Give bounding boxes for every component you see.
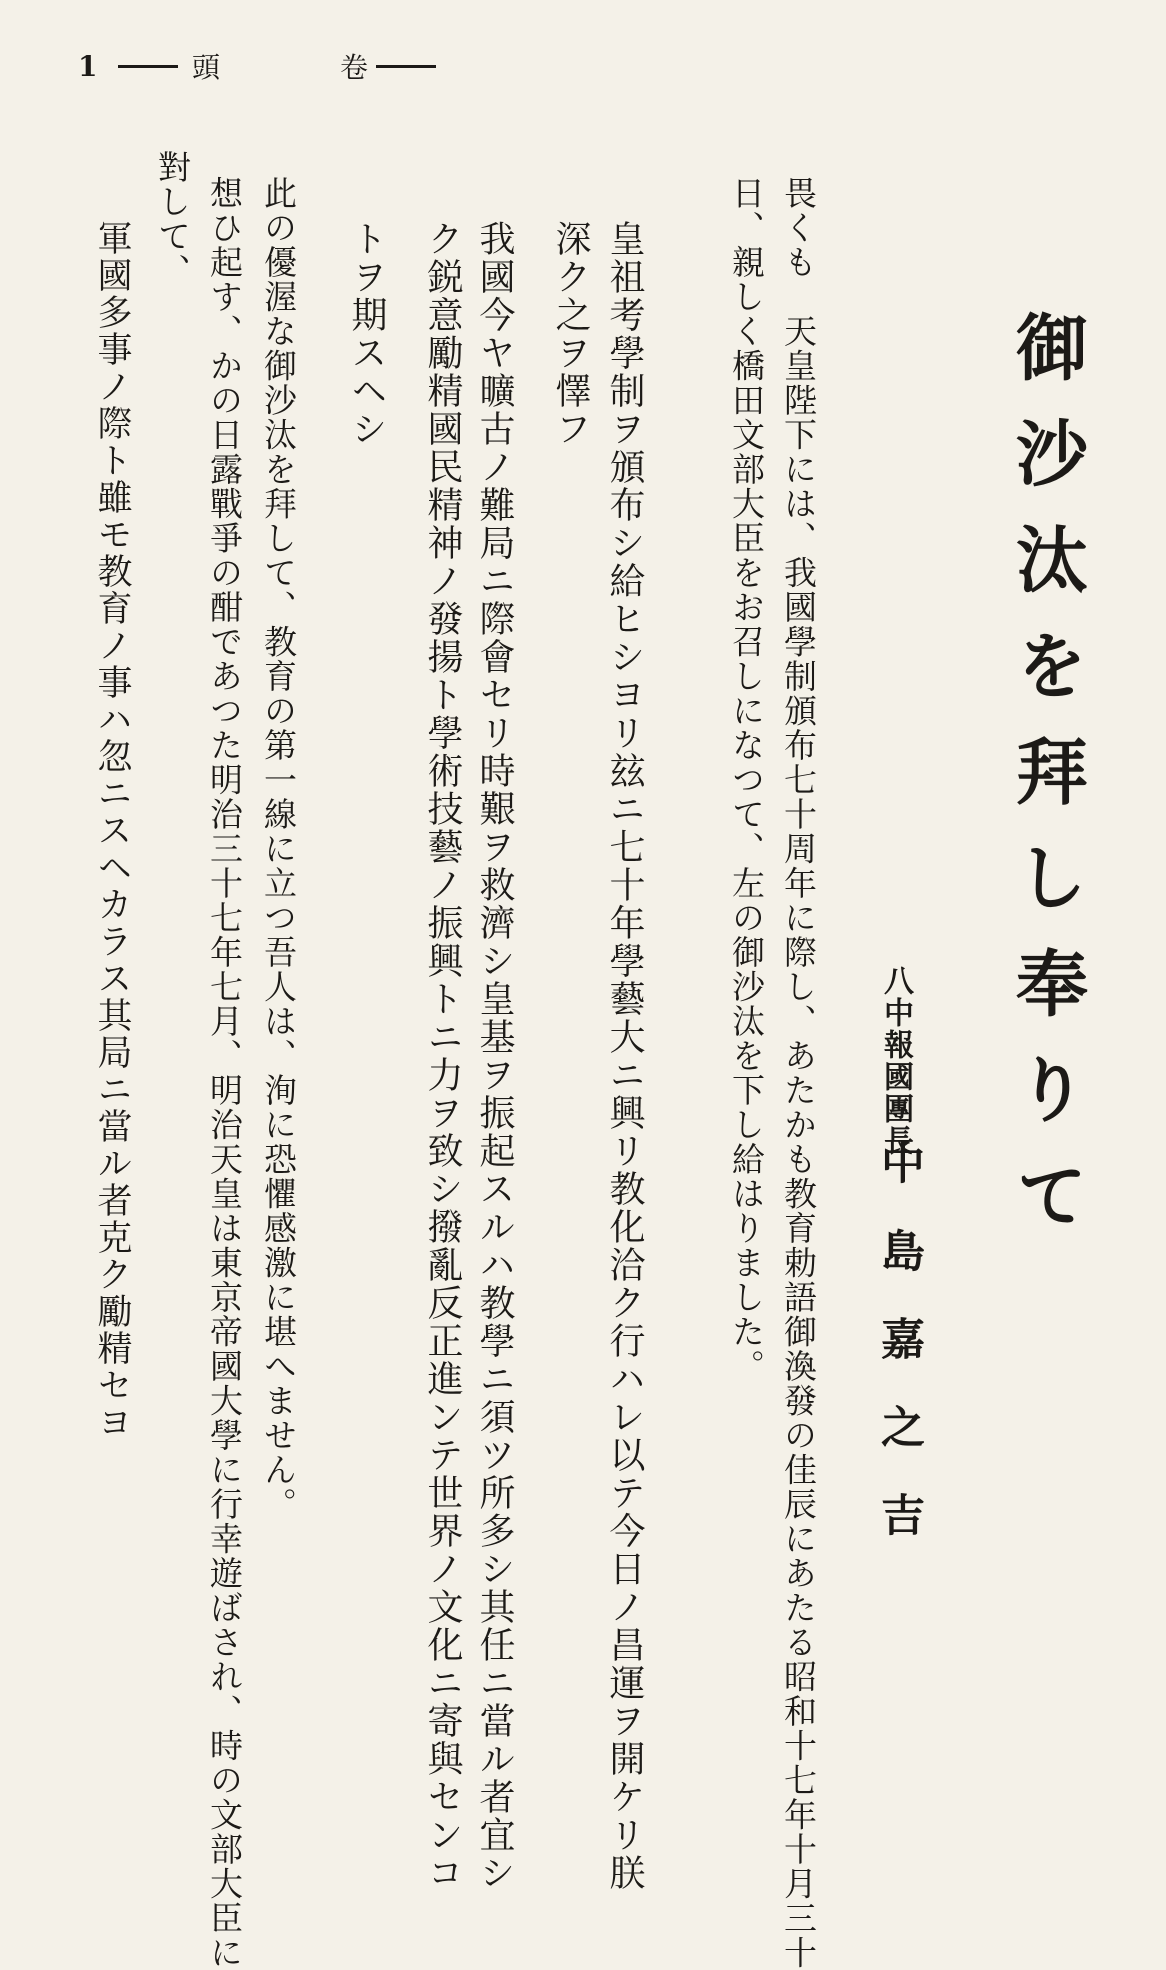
header-rule [118,65,178,68]
text-column: 此の優渥な御沙汰を拜して、教育の第一線に立つ吾人は、洵に恐懼感激に堪へません。 [259,176,298,1522]
header-rule [376,65,436,68]
rescript-column: 我國今ヤ曠古ノ難局ニ際會セリ時艱ヲ救濟シ皇基ヲ振起スルハ教學ニ須ツ所多シ其任ニ當ル者宜シ [474,220,515,1892]
rescript-column: 深ク之ヲ懌フ [550,220,591,448]
rescript-column: トヲ期スヘシ [346,220,387,448]
running-head-text: 頭 [192,51,221,84]
page-number: 1 [78,49,98,83]
text-column: 對して、 [153,150,192,288]
quote-column: 軍國多事ノ際ト雖モ教育ノ事ハ忽ニスヘカラス其局ニ當ル者克ク勵精セヨ [92,220,132,1441]
author-name: 中島嘉之吉 [873,1140,924,1580]
running-head-text: 卷 [340,51,369,84]
text-column: 日、親しく橋田文部大臣をお召しになつて、左の御沙汰を下し給はりました。 [727,176,766,1384]
rescript-column: ク鋭意勵精國民精神ノ發揚ト學術技藝ノ振興トニ力ヲ致シ撥亂反正進ンテ世界ノ文化ニ寄與センコ [422,220,463,1892]
author-role: 八中報國團長 [878,965,913,1157]
rescript-column: 皇祖考學制ヲ頒布シ給ヒシヨリ玆ニ七十年學藝大ニ興リ教化洽ク行ハレ以テ今日ノ昌運ヲ開ケリ朕 [604,220,645,1892]
article-title: 御沙汰を拜し奉りて [1004,310,1089,1264]
text-column: 想ひ起す、かの日露戰爭の酣であつた明治三十七年七月、明治天皇は東京帝國大學に行幸遊ばされ、時の文部大臣に [205,176,244,1970]
running-header [78,46,436,86]
text-column: 畏くも 天皇陛下には、我國學制頒布七十周年に際し、あたかも教育勅語御渙發の佳辰にあたる昭和十七年十月三十 [779,176,818,1970]
